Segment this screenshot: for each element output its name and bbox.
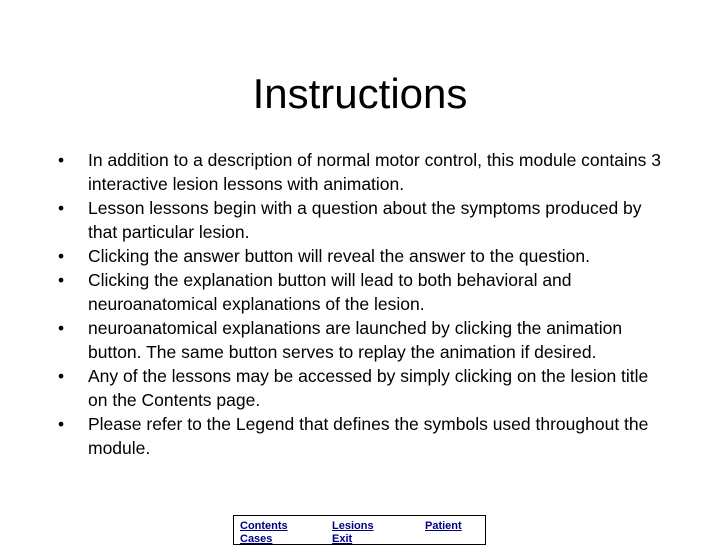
list-item (52, 196, 672, 244)
bullet-icon: • (58, 246, 65, 266)
lesions-link[interactable]: Lesions (332, 520, 374, 532)
list-item (52, 364, 672, 412)
patient-link[interactable]: Patient (425, 520, 462, 532)
bullet-icon: • (58, 150, 65, 170)
list-item-text: neuroanatomical explanations are launched by clicking the animation button. The same button serves to replay the animation if desired. (88, 318, 623, 362)
bullet-icon: • (58, 198, 65, 218)
list-item-text: Lesson lessons begin with a question about the symptoms produced by that particular lesion. (88, 198, 642, 242)
list-item-text: Clicking the explanation button will lead to both behavioral and neuroanatomical explanations of the lesion. (88, 270, 572, 314)
bullet-icon: • (58, 318, 65, 338)
list-item-text: Clicking the answer button will reveal the answer to the question. (88, 246, 590, 266)
exit-link[interactable]: Exit (332, 533, 353, 545)
navigation-bar (233, 515, 486, 545)
list-item-text: Any of the lessons may be accessed by simply clicking on the lesion title on the Contents page. (88, 366, 649, 410)
cases-link[interactable]: Cases (240, 533, 273, 545)
list-item-text: Please refer to the Legend that defines the symbols used throughout the module. (88, 414, 649, 458)
contents-link[interactable]: Contents (240, 520, 288, 532)
list-item (52, 148, 672, 196)
list-item (52, 268, 672, 316)
slide-title: Instructions (252, 70, 468, 117)
list-item (52, 316, 672, 364)
bullet-icon: • (58, 270, 65, 290)
list-item-text: In addition to a description of normal motor control, this module contains 3 interactive lesion lessons with animation. (88, 150, 661, 194)
list-item (52, 412, 672, 460)
bullet-icon: • (58, 414, 65, 434)
instruction-list (52, 148, 672, 460)
bullet-icon: • (58, 366, 65, 386)
list-item (52, 244, 672, 268)
